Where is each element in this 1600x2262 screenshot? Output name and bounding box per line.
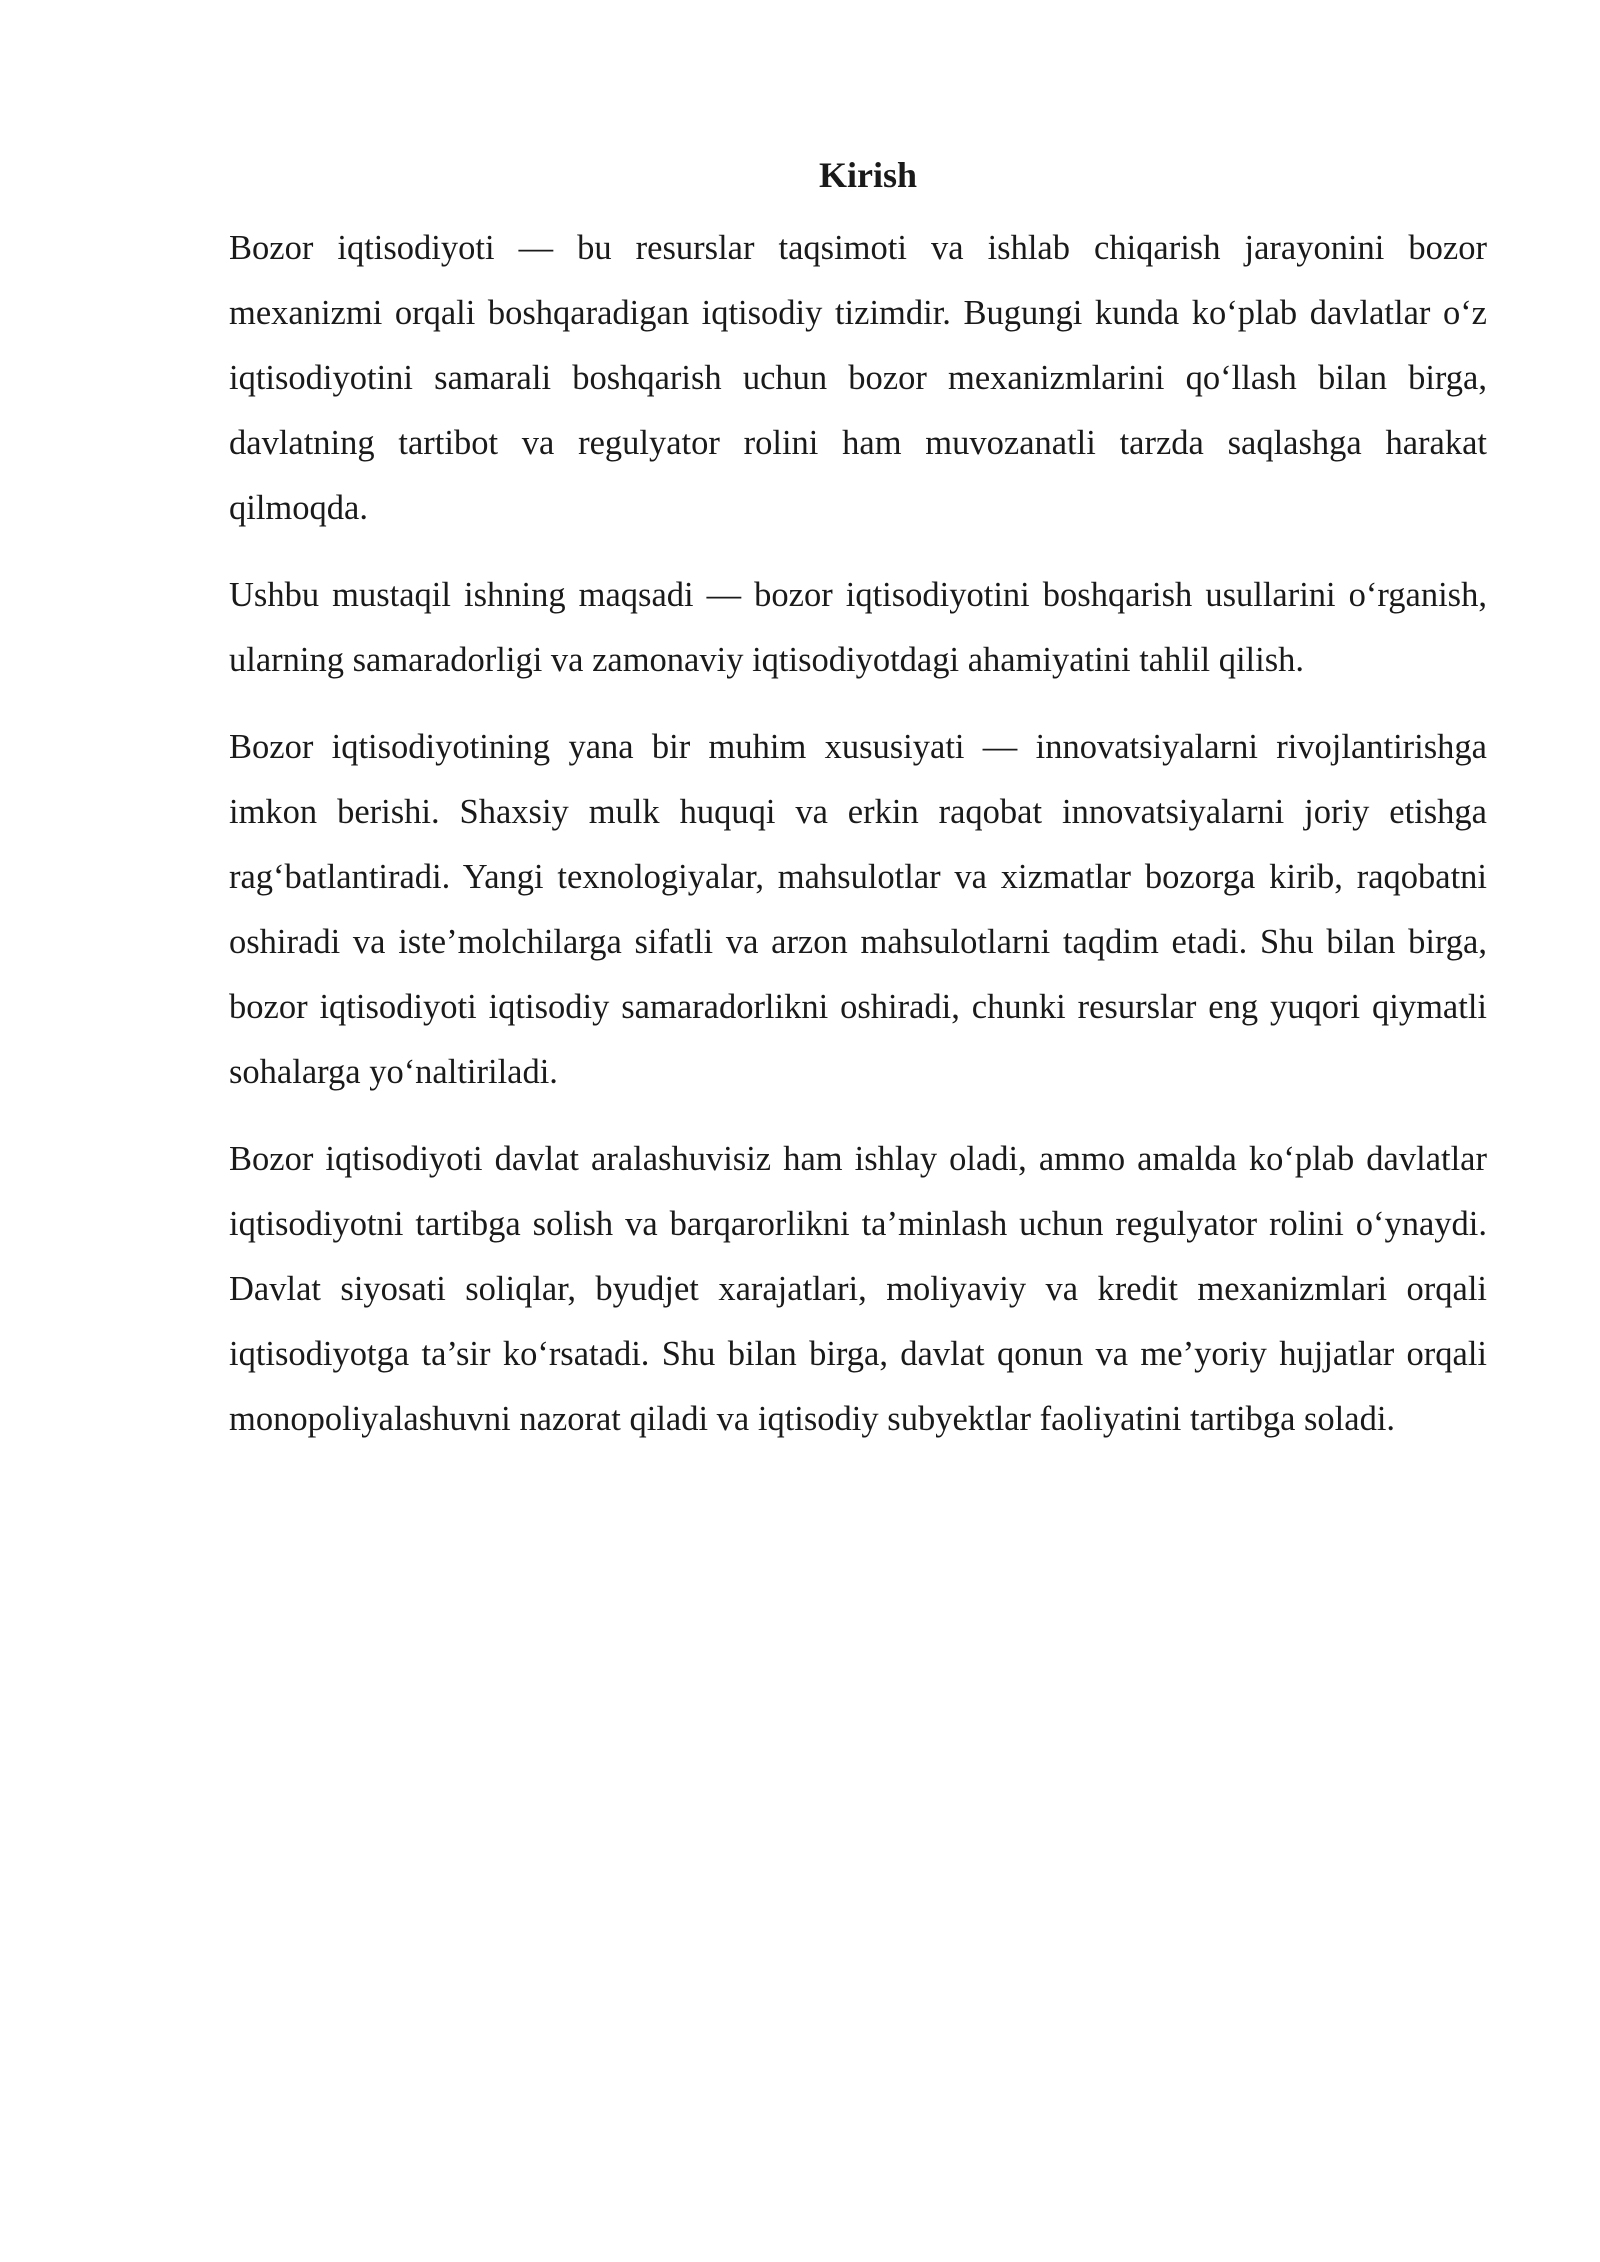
paragraph-2: Ushbu mustaqil ishning maqsadi — bozor iqtisodiyotini boshqarish usullarini oʻrganish, ularning samaradorligi va zamonaviy iqtisodiyotdagi ahamiyatini tahlil qilish.: [229, 576, 1487, 679]
paragraph-4: Bozor iqtisodiyoti davlat aralashuvisiz ham ishlay oladi, ammo amalda koʻplab davlatlar iqtisodiyotni tartibga solish va barqarorlikni ta’minlash uchun regulyator rolini oʻynaydi. Davlat siyosati soliqlar, byudjet xarajatlari, moliyaviy va kredit mexanizmlari orqali iqtisodiyotga ta’sir koʻrsatadi. Shu bilan birga, davlat qonun va me’yoriy hujjatlar orqali monopoliyalashuvni nazorat qiladi va iqtisodiy subyektlar faoliyatini tartibga soladi.: [229, 1140, 1487, 1438]
page-title: Kirish: [818, 155, 917, 195]
paragraph-1: Bozor iqtisodiyoti — bu resurslar taqsimoti va ishlab chiqarish jarayonini bozor mexanizmi orqali boshqaradigan iqtisodiy tizimdir. Bugungi kunda koʻplab davlatlar oʻz iqtisodiyotini samarali boshqarish uchun bozor mexanizmlarini qoʻllash bilan birga, davlatning tartibot va regulyator rolini ham muvozanatli tarzda saqlashga harakat qilmoqda.: [229, 229, 1487, 527]
document-body: [229, 146, 1487, 1474]
paragraph-3: Bozor iqtisodiyotining yana bir muhim xususiyati — innovatsiyalarni rivojlantirishga imkon berishi. Shaxsiy mulk huquqi va erkin raqobat innovatsiyalarni joriy etishga ragʻbatlantiradi. Yangi texnologiyalar, mahsulotlar va xizmatlar bozorga kirib, raqobatni oshiradi va iste’molchilarga sifatli va arzon mahsulotlarni taqdim etadi. Shu bilan birga, bozor iqtisodiyoti iqtisodiy samaradorlikni oshiradi, chunki resurslar eng yuqori qiymatli sohalarga yoʻnaltiriladi.: [229, 728, 1487, 1091]
